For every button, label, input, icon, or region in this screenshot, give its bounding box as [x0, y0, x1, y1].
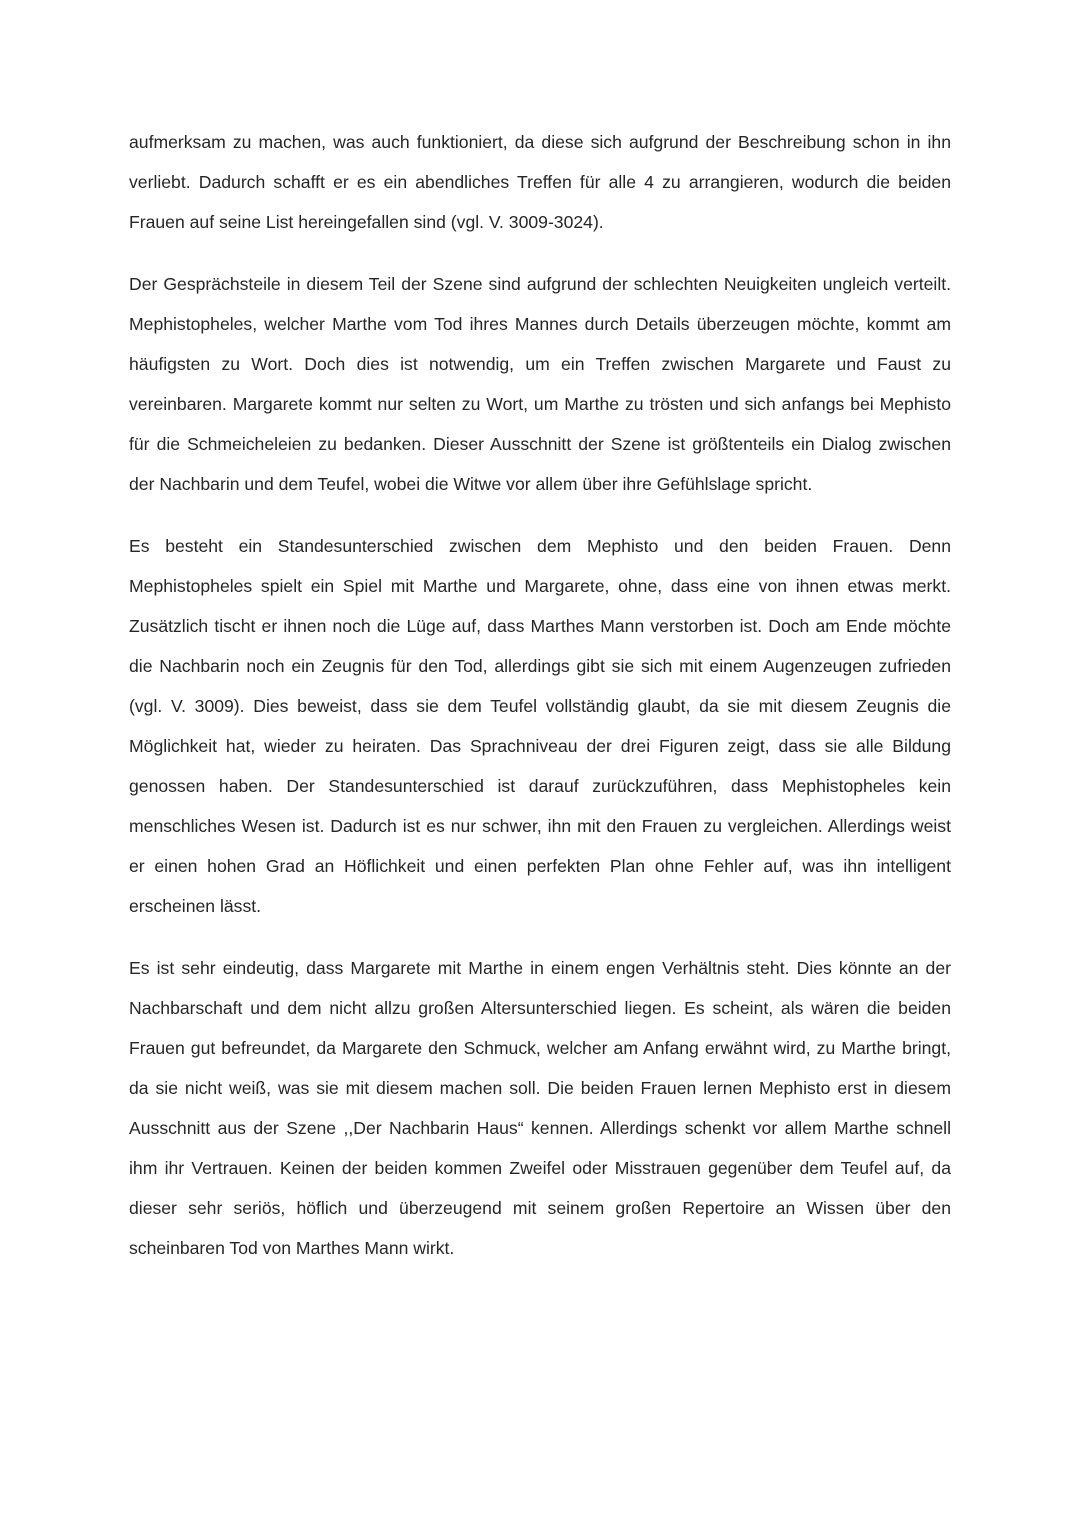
document-body	[129, 122, 951, 1268]
paragraph-3: Es besteht ein Standesunterschied zwischen dem Mephisto und den beiden Frauen. Denn Mephistopheles spielt ein Spiel mit Marthe und Margarete, ohne, dass eine von ihnen etwas merkt. Zusätzlich tischt er ihnen noch die Lüge auf, dass Marthes Mann verstorben ist. Doch am Ende möchte die Nachbarin noch ein Zeugnis für den Tod, allerdings gibt sie sich mit einem Augenzeugen zufrieden (vgl. V. 3009). Dies beweist, dass sie dem Teufel vollständig glaubt, da sie mit diesem Zeugnis die Möglichkeit hat, wieder zu heiraten. Das Sprachniveau der drei Figuren zeigt, dass sie alle Bildung genossen haben. Der Standesunterschied ist darauf zurückzuführen, dass Mephistopheles kein menschliches Wesen ist. Dadurch ist es nur schwer, ihn mit den Frauen zu vergleichen. Allerdings weist er einen hohen Grad an Höflichkeit und einen perfekten Plan ohne Fehler auf, was ihn intelligent erscheinen lässt.	[129, 536, 951, 916]
paragraph-1: aufmerksam zu machen, was auch funktioniert, da diese sich aufgrund der Beschreibung schon in ihn verliebt. Dadurch schafft er es ein abendliches Treffen für alle 4 zu arrangieren, wodurch die beiden Frauen auf seine List hereingefallen sind (vgl. V. 3009-3024).	[129, 132, 951, 232]
paragraph-4: Es ist sehr eindeutig, dass Margarete mit Marthe in einem engen Verhältnis steht. Dies könnte an der Nachbarschaft und dem nicht allzu großen Altersunterschied liegen. Es scheint, als wären die beiden Frauen gut befreundet, da Margarete den Schmuck, welcher am Anfang erwähnt wird, zu Marthe bringt, da sie nicht weiß, was sie mit diesem machen soll. Die beiden Frauen lernen Mephisto erst in diesem Ausschnitt aus der Szene ,,Der Nachbarin Haus“ kennen. Allerdings schenkt vor allem Marthe schnell ihm ihr Vertrauen. Keinen der beiden kommen Zweifel oder Misstrauen gegenüber dem Teufel auf, da dieser sehr seriös, höflich und überzeugend mit seinem großen Repertoire an Wissen über den scheinbaren Tod von Marthes Mann wirkt.	[129, 958, 951, 1258]
paragraph-2: Der Gesprächsteile in diesem Teil der Szene sind aufgrund der schlechten Neuigkeiten ungleich verteilt. Mephistopheles, welcher Marthe vom Tod ihres Mannes durch Details überzeugen möchte, kommt am häufigsten zu Wort. Doch dies ist notwendig, um ein Treffen zwischen Margarete und Faust zu vereinbaren. Margarete kommt nur selten zu Wort, um Marthe zu trösten und sich anfangs bei Mephisto für die Schmeicheleien zu bedanken. Dieser Ausschnitt der Szene ist größtenteils ein Dialog zwischen der Nachbarin und dem Teufel, wobei die Witwe vor allem über ihre Gefühlslage spricht.	[129, 274, 951, 494]
